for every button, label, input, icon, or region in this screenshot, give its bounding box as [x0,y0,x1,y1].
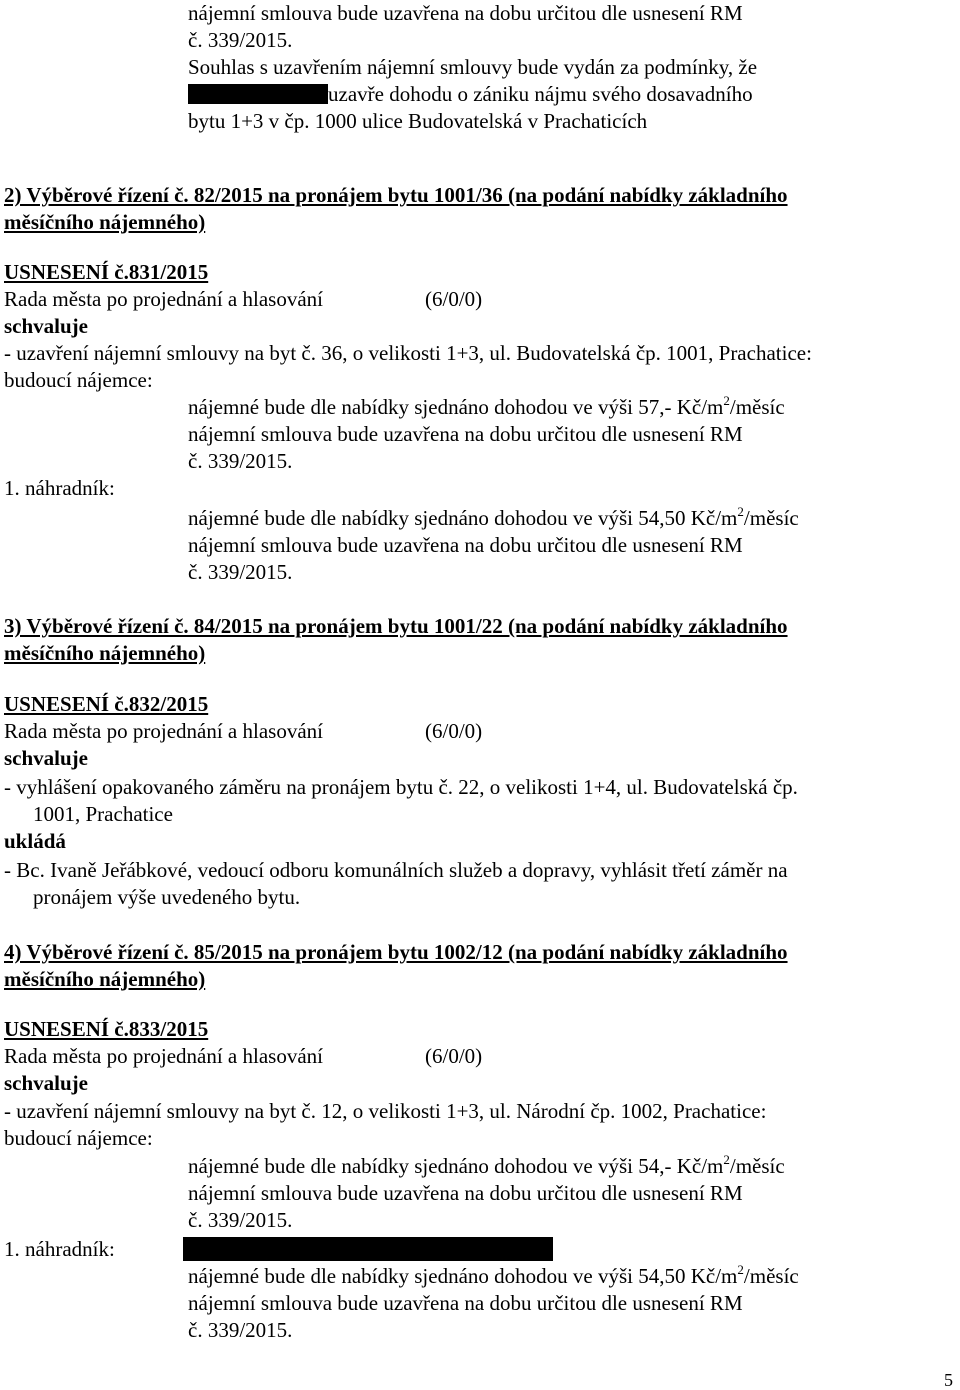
rent-line: nájemné bude dle nabídky sjednáno dohodou ve výši 54,50 $Kč/m^2$/měsíc [188,504,799,530]
section-heading-cont: měsíčního nájemného) [4,967,206,991]
consent-line: Souhlas s uzavřením nájemní smlouvy bude vydán za podmínky, že [188,55,758,79]
council-statement: Rada města po projednání a hlasování [4,1044,323,1068]
list-item: - Bc. Ivaně Jeřábkové, vedoucí odboru komunálních služeb a dopravy, vyhlásit třetí záměr na [4,858,788,882]
substitute-label: 1. náhradník: [4,1237,115,1261]
resolution-title: USNESENÍ č.831/2015 [4,260,209,284]
contract-line: nájemní smlouva bude uzavřena na dobu určitou dle usnesení RM [188,422,743,446]
page-number: 5 [944,1370,953,1390]
section-heading-cont: měsíčního nájemného) [4,641,206,665]
list-item: - uzavření nájemní smlouvy na byt č. 12, o velikosti 1+3, ul. Národní čp. 1002, Prachatice: [4,1099,767,1123]
contract-line: nájemní smlouva bude uzavřena na dobu určitou dle usnesení RM [188,1291,743,1315]
resolution-ref: č. 339/2015. [188,1318,293,1342]
rent-line: nájemné bude dle nabídky sjednáno dohodou ve výši 54,50 $Kč/m^2$/měsíc [188,1262,799,1288]
verb-approves: schvaluje [4,314,88,338]
vote-result: (6/0/0) [425,1044,483,1068]
list-item-cont: pronájem výše uvedeného bytu. [33,885,301,909]
resolution-ref: č. 339/2015. [188,449,293,473]
tenant-label: budoucí nájemce: [4,1126,153,1150]
contract-line: nájemní smlouva bude uzavřena na dobu určitou dle usnesení RM [188,1181,743,1205]
section-heading: 4) Výběrové řízení č. 85/2015 na pronájem bytu 1002/12 (na podání nabídky základního [4,940,788,964]
list-item: - uzavření nájemní smlouvy na byt č. 36, o velikosti 1+3, ul. Budovatelská čp. 1001, Prachatice: [4,341,812,365]
council-statement: Rada města po projednání a hlasování [4,719,323,743]
rent-line: nájemné bude dle nabídky sjednáno dohodou ve výši 57,- $Kč/m^2$/měsíc [188,393,785,419]
section-heading: 3) Výběrové řízení č. 84/2015 na pronájem bytu 1001/22 (na podání nabídky základního [4,614,788,638]
redacted-block [188,84,328,104]
verb-orders: ukládá [4,829,66,853]
resolution-ref: č. 339/2015. [188,28,293,52]
substitute-label: 1. náhradník: [4,476,115,500]
resolution-title: USNESENÍ č.832/2015 [4,692,209,716]
vote-result: (6/0/0) [425,287,483,311]
section-heading-cont: měsíčního nájemného) [4,210,206,234]
tenant-label: budoucí nájemce: [4,368,153,392]
council-statement: Rada města po projednání a hlasování [4,287,323,311]
resolution-title: USNESENÍ č.833/2015 [4,1017,209,1041]
resolution-ref: č. 339/2015. [188,560,293,584]
contract-line: nájemní smlouva bude uzavřena na dobu určitou dle usnesení RM [188,1,743,25]
list-item: - vyhlášení opakovaného záměru na pronájem bytu č. 22, o velikosti 1+4, ul. Budovatelská čp. [4,775,798,799]
contract-line: nájemní smlouva bude uzavřena na dobu určitou dle usnesení RM [188,533,743,557]
consent-line-2: uzavře dohodu o zániku nájmu svého dosavadního [188,81,753,107]
resolution-ref: č. 339/2015. [188,1208,293,1232]
rent-line: nájemné bude dle nabídky sjednáno dohodou ve výši 54,- $Kč/m^2$/měsíc [188,1152,785,1178]
list-item-cont: 1001, Prachatice [33,802,173,826]
redacted-block [183,1237,553,1261]
verb-approves: schvaluje [4,746,88,770]
verb-approves: schvaluje [4,1071,88,1095]
vote-result: (6/0/0) [425,719,483,743]
consent-line-3: bytu 1+3 v čp. 1000 ulice Budovatelská v Prachaticích [188,109,648,133]
section-heading: 2) Výběrové řízení č. 82/2015 na pronájem bytu 1001/36 (na podání nabídky základního [4,183,788,207]
